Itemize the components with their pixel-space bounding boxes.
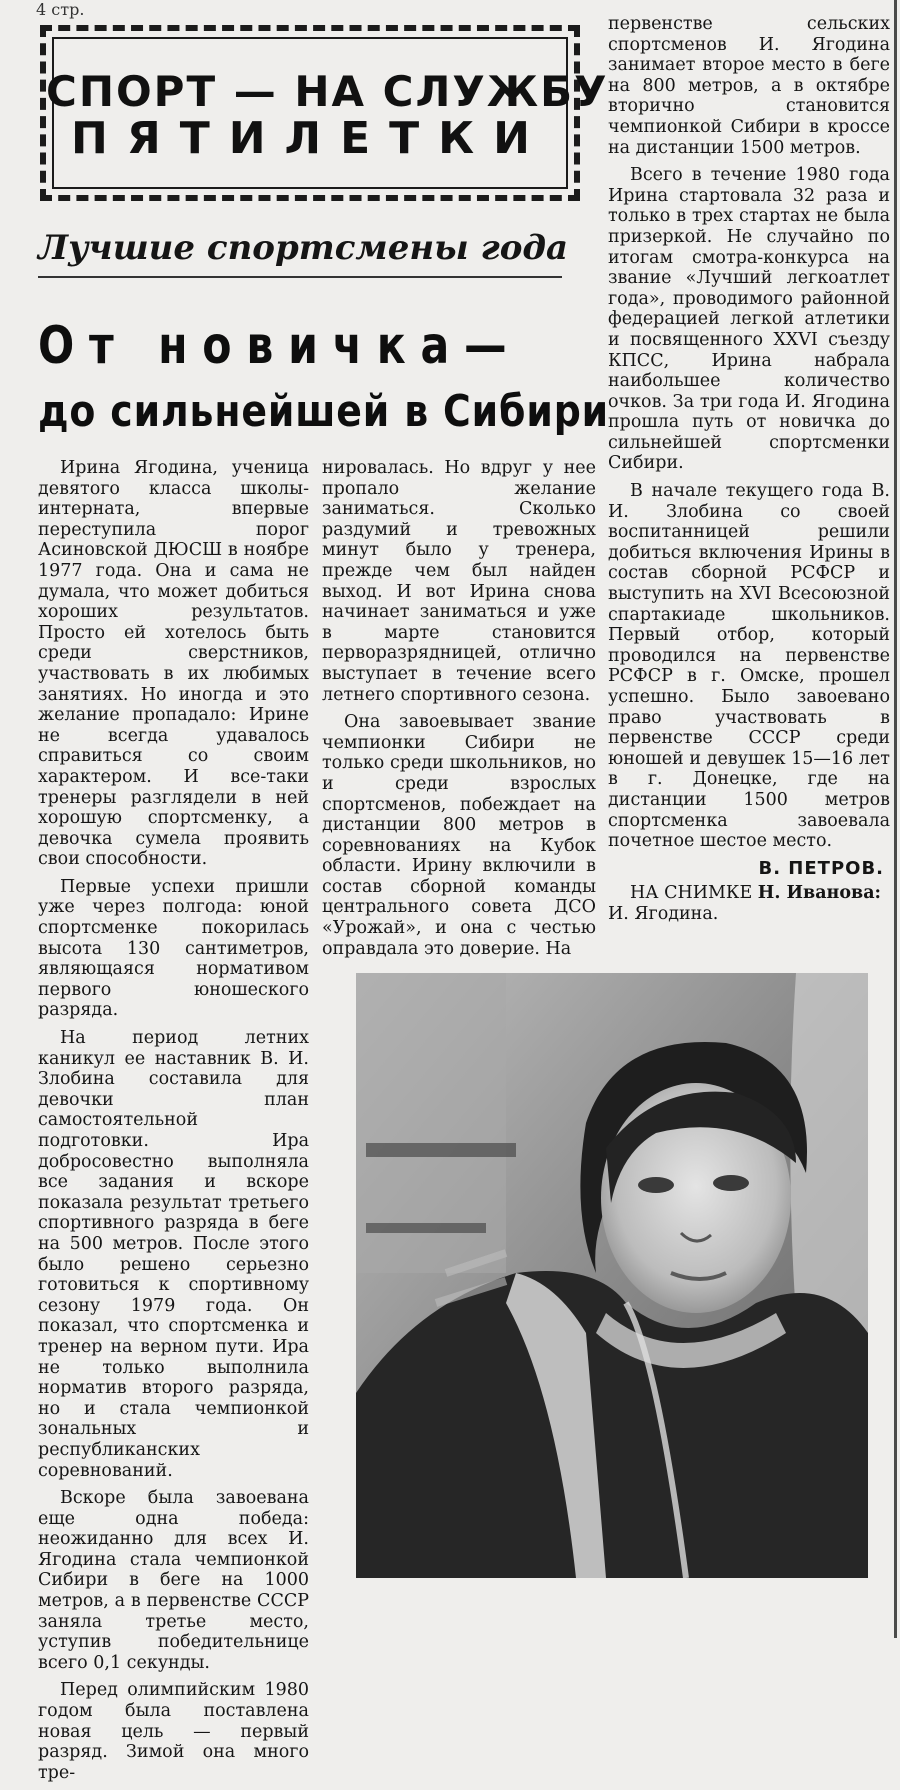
paragraph: Вскоре была завоевана еще одна победа: неожиданно для всех И. Ягодина стала чемпионкой Сибири в беге на 1000 метров, а в первенстве СССР заняла третье место, уступив победительнице всего 0,1 секунды.	[38, 1488, 309, 1673]
paragraph: Она завоевывает звание чемпионки Сибири не только среди школьников, но и среди взрослых спортсменов, побеждает на дистанции 800 метров в соревнованиях на Кубок области. Ирину включили в состав сборной команды центрального совета ДСО «Урожай», и она с честью оправдала это доверие. На	[322, 712, 596, 959]
column-rule	[894, 0, 897, 1638]
photo-caption	[608, 883, 890, 925]
caption-subject: И. Ягодина.	[608, 904, 719, 925]
headline-line-1: От новичка—	[38, 316, 522, 376]
article-column-2	[322, 458, 596, 966]
caption-prefix: НА СНИМКЕ	[630, 883, 758, 904]
paragraph-continued: нировалась. Но вдруг у нее пропало желание заниматься. Сколько раздумий и тревожных минут было у тренера, прежде чем был найден выход. И вот Ирина снова начинает заниматься и уже в марте становится перворазрядницей, отлично выступает в течение всего летнего спортивного сезона.	[322, 458, 596, 705]
rubric-title: Лучшие спортсмены года	[38, 228, 569, 268]
banner-line-2: ПЯТИЛЕТКИ	[71, 113, 549, 164]
caption-author: Н. Иванова:	[757, 883, 881, 904]
rubric-underline	[38, 276, 562, 278]
article-column-3	[608, 14, 890, 925]
paragraph: Перед олимпийским 1980 годом была поставлена новая цель — первый разряд. Зимой она много тре-	[38, 1680, 309, 1783]
headline-line-2: до сильнейшей в Сибири	[38, 386, 610, 437]
author-signature: В. ПЕТРОВ.	[758, 857, 884, 879]
article-column-1	[38, 458, 309, 1790]
paragraph: На период летних каникул ее наставник В. И. Злобина составила для девочки план самостоятельной подготовки. Ира добросовестно выполняла все задания и вскоре показала результат третьего спортивного разряда в беге на 500 метров. После этого было решено серьезно готовиться к спортивному сезону 1979 года. Он показал, что спортсменка и тренер на верном пути. Ира не только выполнила норматив второго разряда, но и стала чемпионкой зональных и республиканских соревнований.	[38, 1028, 309, 1481]
paragraph: Всего в течение 1980 года Ирина стартовала 32 раза и только в трех стартах не была призеркой. Не случайно по итогам смотра-конкурса на звание «Лучший легкоатлет года», проводимого районной федерацией легкой атлетики и посвященного XXVI съезду КПСС, Ирина набрала наибольшее количество очков. За три года И. Ягодина прошла путь от новичка до сильнейшей спортсменки Сибири.	[608, 165, 890, 474]
section-banner	[40, 25, 609, 201]
athlete-photo	[356, 973, 868, 1578]
photo-image	[356, 973, 868, 1578]
paragraph: Первые успехи пришли уже через полгода: юной спортсменке покорилась высота 130 сантиметров, являющаяся нормативом первого юношеского разряда.	[38, 876, 309, 1021]
paragraph: В начале текущего года В. И. Злобина со своей воспитанницей решили добиться включения Ирины в состав сборной РСФСР и выступить на XVI Всесоюзной спартакиаде школьников. Первый отбор, который проводился на первенстве РСФСР в г. Омске, прошел успешно. Было завоевано право участвовать в первенстве СССР среди юношей и девушек 15—16 лет в г. Донецке, где на дистанции 1500 метров спортсменка завоевала почетное шестое место.	[608, 481, 890, 852]
banner-line-1: СПОРТ — НА СЛУЖБУ	[46, 67, 609, 116]
paragraph-continued: первенстве сельских спортсменов И. Ягодина занимает второе место в беге на 800 метров, а в октябре вторично становится чемпионкой Сибири в кроссе на дистанции 1500 метров.	[608, 14, 890, 158]
paragraph: Ирина Ягодина, ученица девятого класса школы-интерната, впервые переступила порог Асиновской ДЮСШ в ноябре 1977 года. Она и сама не думала, что может добиться хороших результатов. Просто ей хотелось быть среди сверстников, участвовать в их любимых занятиях. Но иногда и это желание пропадало: Ирине не всегда удавалось справиться со своим характером. И все-таки тренеры разглядели в ней хорошую спортсменку, а девочка сумела проявить свои способности.	[38, 458, 309, 870]
page-number: 4 стр.	[36, 0, 85, 19]
